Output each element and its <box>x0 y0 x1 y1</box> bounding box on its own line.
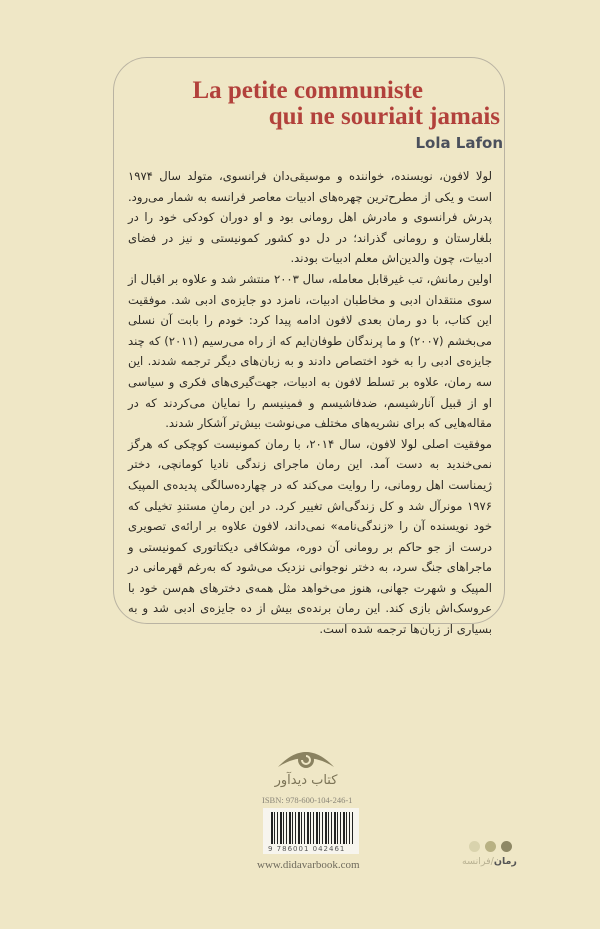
book-description <box>128 166 492 640</box>
publisher-logo <box>270 743 342 788</box>
genre-label: رمان <box>493 856 517 867</box>
description-paragraph: موفقیت اصلی لولا لافون، سال ۲۰۱۴، با رمان کمونیست کوچکی که هرگز نمی‌خندید به دست آمد. این رمان ماجرای زندگی نادیا کومانچی، دختر ژیمناست اهل رومانی، را روایت می‌کند که در چهارده‌سالگی پدیده‌ی المپیک ۱۹۷۶ مونرآل شد و کل زندگی‌اش تغییر کرد. در این رمانِ مستندِ تخیلی که خود نویسنده آن را «زندگی‌نامه» نمی‌داند، لافون علاوه بر ارائه‌ی تصویری درست از جو حاکم بر رومانی آن دوره، موشکافی دیکتاتوری کمونیستی و ماجراهای جنگ سرد، به دختر نوجوانی نزدیک می‌شود که به‌رغم قهرمانی در المپیک و شهرت جهانی، هنوز می‌خواهد مثل همه‌ی دخترهای هم‌سن خود با عروسک‌اش بازی کند. این رمان برنده‌ی بیش از ده جایزه‌ی ادبی شد و به بسیاری از زبان‌ها ترجمه شده است. <box>128 436 493 637</box>
series-dots <box>469 841 512 852</box>
description-paragraph: اولین رمانش، تب غیرقابل معامله، سال ۲۰۰۳ منتشر شد و علاوه بر اقبال از سوی منتقدان ادبی و مخاطبان ادبیات، نامزد دو جایزه‌ی ادبی شد. موفقیت این کتاب، با دو رمان بعدی لافون ادامه پیدا کرد: خودم را بابت آن نسلی می‌بخشم (۲۰۰۷) و ما پرندگان طوفان‌ایم که از راه می‌رسیم (۲۰۱۱) که چند جایزه‌ی ادبی را به خود اختصاص دادند و به زبان‌های دیگر ترجمه شدند. این سه رمان، علاوه بر تسلط لافون به ادبیات، جهت‌گیری‌های فکری و سیاسی او از قبیل آنارشیسم، ضدفاشیسم و فمینیسم را نمایان می‌کردند که در مقاله‌هایی که برای نشریه‌های مختلف می‌نوشت بیش‌تر آشکار شدند. <box>128 271 492 431</box>
barcode-number: 9 786001 042461 <box>268 845 346 853</box>
author-name: Lola Lafon <box>415 134 503 152</box>
barcode <box>263 808 359 854</box>
description-paragraph: لولا لافون، نویسنده، خواننده و موسیقی‌دان فرانسوی، متولد سال ۱۹۷۴ است و یکی از مطرح‌ترین چهره‌های ادبیات معاصر فرانسه به شمار می‌رود. پدرش فرانسوی و مادرش اهل رومانی بود و او دوران کودکی خود را در بلغارستان و رومانی گذراند؛ در دل دو کشور کمونیستی و نیز در فضای ادبیات، چون والدین‌اش معلم ادبیات بودند. <box>128 169 492 266</box>
book-title <box>192 78 500 130</box>
isbn: ISBN: 978-600-104-246-1 <box>262 795 353 805</box>
series-dot <box>501 841 512 852</box>
country-label: فرانسه <box>462 856 491 867</box>
eye-logo-icon <box>276 743 336 773</box>
publisher-name: کتاب دیدآور <box>274 773 338 788</box>
publisher-website: www.didavarbook.com <box>257 859 360 871</box>
title-line-2: qui ne souriait jamais <box>268 103 500 130</box>
series-dot <box>469 841 480 852</box>
series-dot <box>485 841 496 852</box>
barcode-bars <box>271 812 353 844</box>
series-label: رمان/فرانسه <box>462 856 517 867</box>
title-line-1: La petite communiste <box>192 77 423 104</box>
